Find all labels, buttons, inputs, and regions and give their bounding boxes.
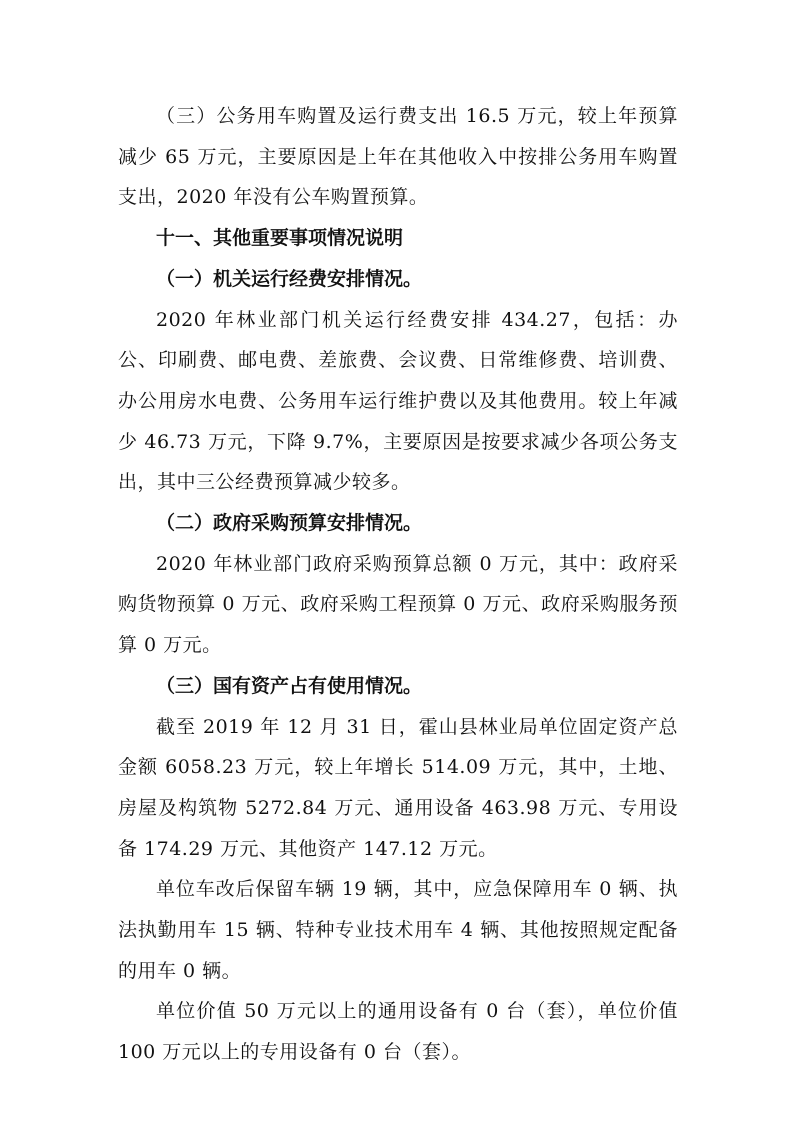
- subheading-procurement: （二）政府采购预算安排情况。: [156, 512, 423, 535]
- paragraph-vehicles: 单位车改后保留车辆 19 辆，其中，应急保障用车 0 辆、执法执勤用车 15 辆、特种专业技术用车 4 辆、其他按照规定配备的用车 0 辆。: [118, 878, 678, 982]
- paragraph-fixed-assets: 截至 2019 年 12 月 31 日，霍山县林业局单位固定资产总金额 6058.23 万元，较上年增长 514.09 万元，其中，土地、房屋及构筑物 5272.84 万元、通用设备 463.98 万元、专用设备 174.29 万元、其他资产 147.12 万元。: [118, 715, 678, 860]
- paragraph-operating-funds: 2020 年林业部门机关运行经费安排 434.27，包括：办公、印刷费、邮电费、差旅费、会议费、日常维修费、培训费、办公用房水电费、公务用车运行维护费以及其他费用。较上年减少 46.73 万元，下降 9.7%，主要原因是按要求减少各项公务支出，其中三公经费预算减少较多。: [118, 308, 678, 494]
- subheading-state-assets: （三）国有资产占有使用情况。: [156, 674, 423, 697]
- paragraph-procurement: 2020 年林业部门政府采购预算总额 0 万元，其中：政府采购货物预算 0 万元、政府采购工程预算 0 万元、政府采购服务预算 0 万元。: [118, 552, 678, 657]
- subheading-operating-funds: （一）机关运行经费安排情况。: [156, 267, 423, 290]
- document-body: [118, 96, 678, 1073]
- section-heading-other-matters: 十一、其他重要事项情况说明: [156, 227, 404, 250]
- paragraph-equipment: 单位价值 50 万元以上的通用设备有 0 台（套），单位价值 100 万元以上的专用设备有 0 台（套）。: [118, 1000, 678, 1064]
- paragraph-vehicle-expense: （三）公务用车购置及运行费支出 16.5 万元，较上年预算减少 65 万元，主要原因是上年在其他收入中按排公务用车购置支出，2020 年没有公车购置预算。: [118, 105, 678, 209]
